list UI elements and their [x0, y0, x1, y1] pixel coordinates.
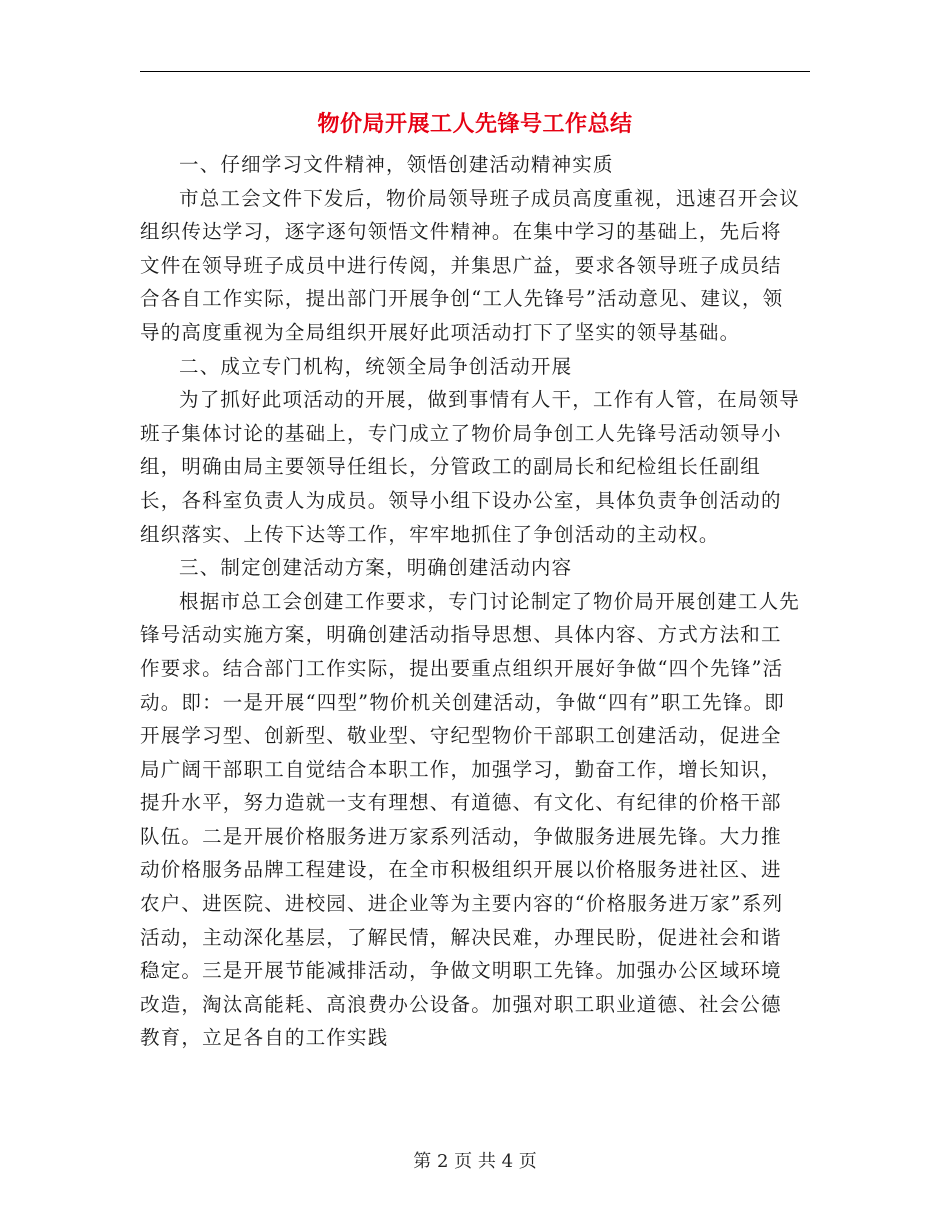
header-rule [140, 71, 810, 72]
section-heading-3: 三、制定创建活动方案，明确创建活动内容 [179, 556, 573, 580]
page-number-footer: 第 2 页 共 4 页 [413, 1151, 537, 1172]
document-title: 物价局开展工人先锋号工作总结 [317, 112, 633, 137]
section-heading-2: 二、成立专门机构，统领全局争创活动开展 [179, 354, 573, 378]
section-heading-1: 一、仔细学习文件精神，领悟创建活动精神实质 [179, 153, 614, 176]
body-paragraph-1: 市总工会文件下发后，物价局领导班子成员高度重视，迅速召开会议组织传达学习，逐字逐句领悟文件精神。在集中学习的基础上，先后将文件在领导班子成员中进行传阅，并集思广益，要求各领导班子成员结合各自工作实际，提出部门开展争创“工人先锋号”活动意见、建议，领导的高度重视为全局组织开展好此项活动打下了坚实的领导基础。 [140, 186, 801, 344]
body-paragraph-2: 为了抓好此项活动的开展，做到事情有人干，工作有人管，在局领导班子集体讨论的基础上，专门成立了物价局争创工人先锋号活动领导小组，明确由局主要领导任组长，分管政工的副局长和纪检组长任副组长，各科室负责人为成员。领导小组下设办公室，具体负责争创活动的组织落实、上传下达等工作，牢牢地抓住了争创活动的主动权。 [140, 388, 801, 546]
document-body [140, 148, 800, 1055]
body-paragraph-3: 根据市总工会创建工作要求，专门讨论制定了物价局开展创建工人先锋号活动实施方案，明确创建活动指导思想、具体内容、方式方法和工作要求。结合部门工作实际，提出要重点组织开展好争做“四个先锋”活动。即：一是开展“四型”物价机关创建活动，争做“四有”职工先锋。即开展学习型、创新型、敬业型、守纪型物价干部职工创建活动，促进全局广阔干部职工自觉结合本职工作，加强学习，勤奋工作，增长知识，提升水平，努力造就一支有理想、有道德、有文化、有纪律的价格干部队伍。二是开展价格服务进万家系列活动，争做服务进展先锋。大力推动价格服务品牌工程建设，在全市积极组织开展以价格服务进社区、进农户、进医院、进校园、进企业等为主要内容的“价格服务进万家”系列活动，主动深化基层，了解民情，解决民难，办理民盼，促进社会和谐稳定。三是开展节能减排活动，争做文明职工先锋。加强办公区域环境改造，淘汰高能耗、高浪费办公设备。加强对职工职业道德、社会公德教育，立足各自的工作实践 [140, 589, 801, 1050]
